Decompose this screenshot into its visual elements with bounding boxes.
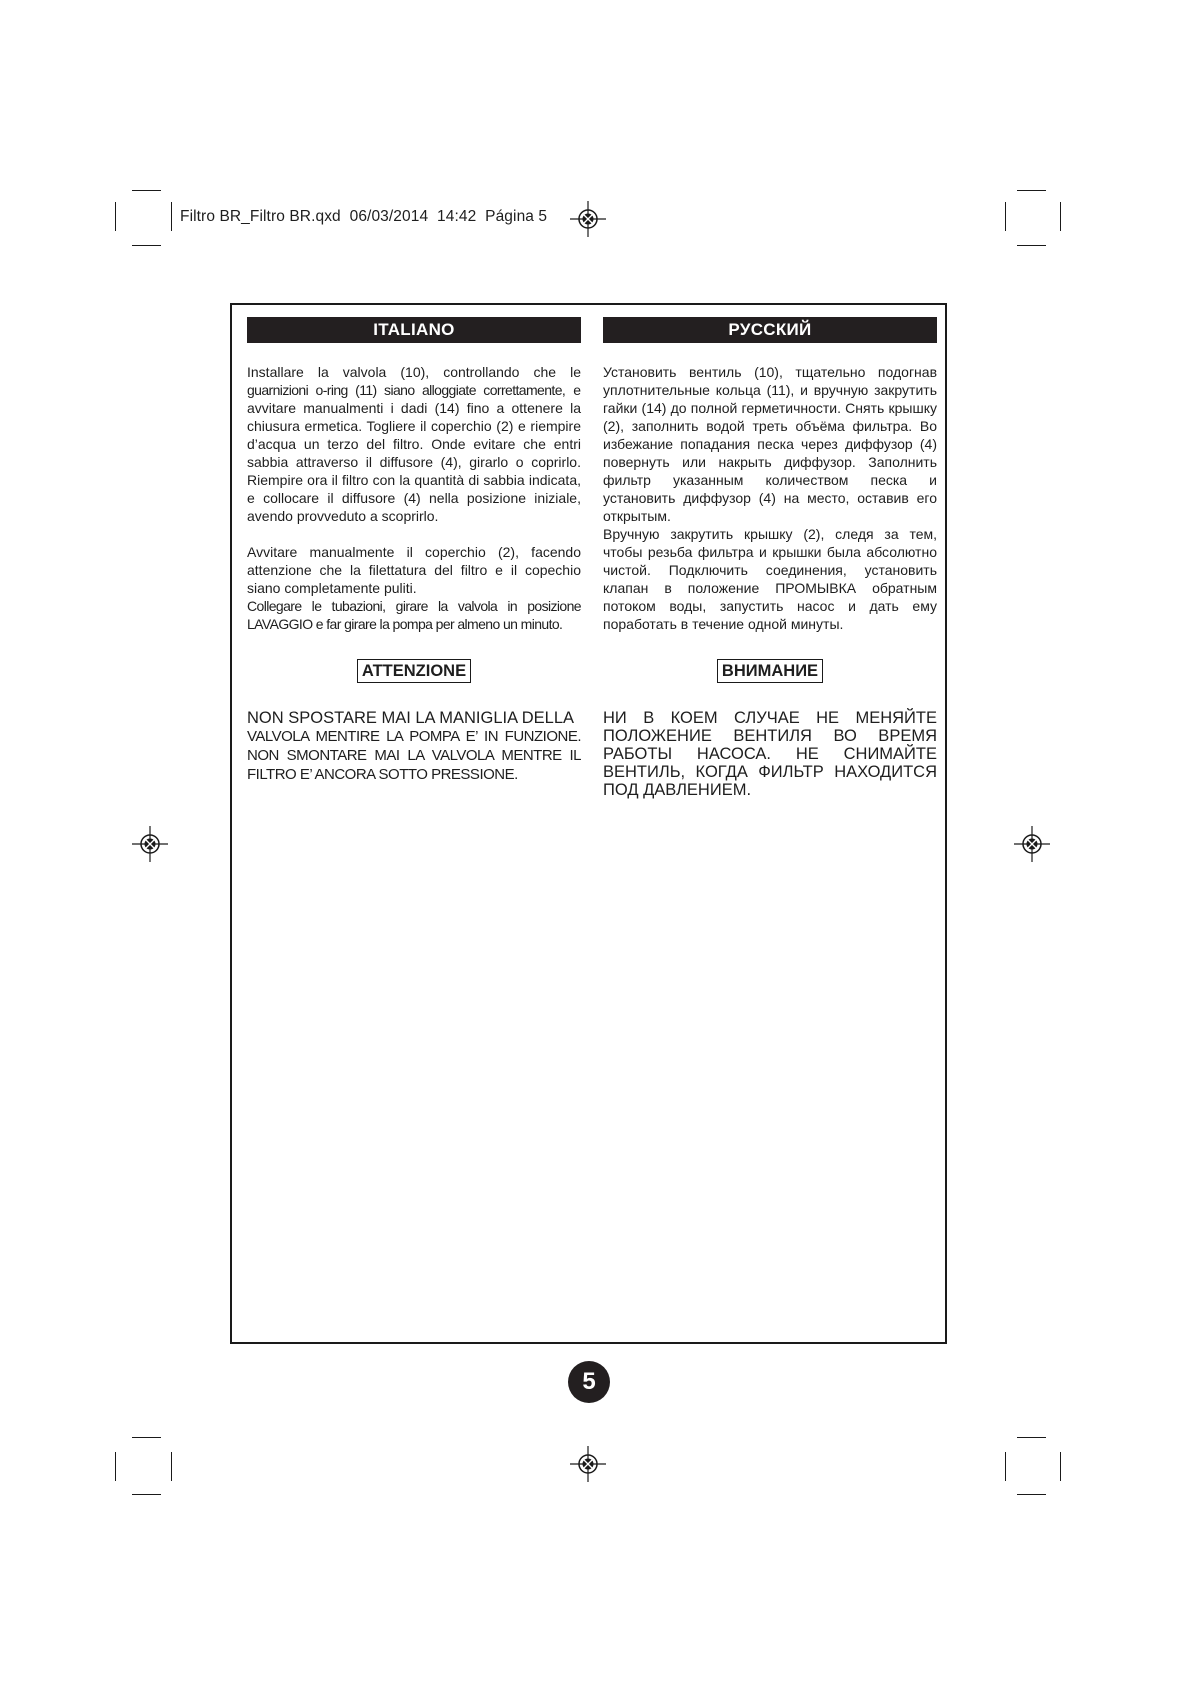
- registration-mark-icon: [132, 826, 168, 862]
- italian-warning-rest: VALVOLA MENTIRE LA POMPA E’ IN FUNZIONE. NON SMONTARE MAI LA VALVOLA MENTRE IL FILTRO E’ ANCORA SOTTO PRESSIONE.: [247, 728, 581, 783]
- slug-filename: Filtro BR_Filtro BR.qxd: [180, 208, 341, 225]
- slug-date: 06/03/2014: [349, 208, 429, 225]
- italian-header: ITALIANO: [247, 317, 581, 343]
- italian-p1-rest: e avvitare manualmenti i dadi (14) fino a ottenere la chiusura ermetica. Togliere il coperchio (2) e riempire d’acqua un terzo del filtro. Onde evitare che entri sabbia attraverso il diffusore (4), girarlo o coprirlo. Riempire ora il filtro con la quantità di sabbia indicata, e collocare il diffusore (4) nella posizione iniziale, avendo provveduto a scoprirlo.: [247, 382, 581, 524]
- russian-header: РУССКИЙ: [603, 317, 937, 343]
- russian-paragraph-1: Установить вентиль (10), тщательно подогнав уплотнительные кольца (11), и вручную закрутить гайки (14) до полной герметичности. Снять крышку (2), заполнить водой треть объёма фильтра. Во избежание попадания песка через диффузор (4) повернуть или накрыть диффузор. Заполнить фильтр указанным количеством песка и установить диффузор (4) на место, оставив его открытым.: [603, 364, 937, 524]
- content-frame: [230, 303, 947, 1344]
- print-slug: [180, 208, 547, 226]
- slug-time: 14:42: [437, 208, 477, 225]
- italian-warning: [247, 709, 581, 784]
- slug-page: Página 5: [485, 208, 548, 225]
- registration-mark-icon: [1014, 826, 1050, 862]
- italian-paragraph-2: [247, 543, 581, 633]
- russian-paragraph-2: Вручную закрутить крышку (2), следя за тем, чтобы резьба фильтра и крышки была абсолютно чистой. Подключить соединения, установить клапан в положение ПРОМЫВКА обратным потоком воды, запустить насос и дать ему поработать в течение одной минуты.: [603, 526, 937, 632]
- russian-column: [603, 317, 937, 799]
- italian-p1-line1: Installare la valvola (10), controllando che le: [247, 364, 581, 380]
- italian-p1-line2: guarnizioni o-ring (11) siano alloggiate correttamente,: [247, 382, 566, 398]
- russian-caution-title: ВНИМАНИЕ: [717, 659, 823, 683]
- italian-column: [247, 317, 581, 784]
- italian-p2-line2: Collegare le tubazioni, girare la valvola in posizione LAVAGGIO e far girare la pompa per almeno un minuto.: [247, 598, 581, 632]
- italian-paragraph-1: [247, 363, 581, 525]
- italian-p2-line1: Avvitare manualmente il coperchio (2), facendo attenzione che la filettatura del filtro e il copechio siano completamente puliti.: [247, 544, 581, 596]
- italian-warning-line1: NON SPOSTARE MAI LA MANIGLIA DELLA: [247, 709, 575, 727]
- italian-caution-title: ATTENZIONE: [357, 659, 471, 683]
- russian-warning: НИ В КОЕМ СЛУЧАЕ НЕ МЕНЯЙТЕ ПОЛОЖЕНИЕ ВЕНТИЛЯ ВО ВРЕМЯ РАБОТЫ НАСОСА. НЕ СНИМАЙТЕ ВЕНТИЛЬ, КОГДА ФИЛЬТР НАХОДИТСЯ ПОД ДАВЛЕНИЕМ.: [603, 709, 937, 799]
- registration-mark-icon: [570, 201, 606, 237]
- registration-mark-icon: [570, 1446, 606, 1482]
- page-number-badge: 5: [568, 1361, 610, 1403]
